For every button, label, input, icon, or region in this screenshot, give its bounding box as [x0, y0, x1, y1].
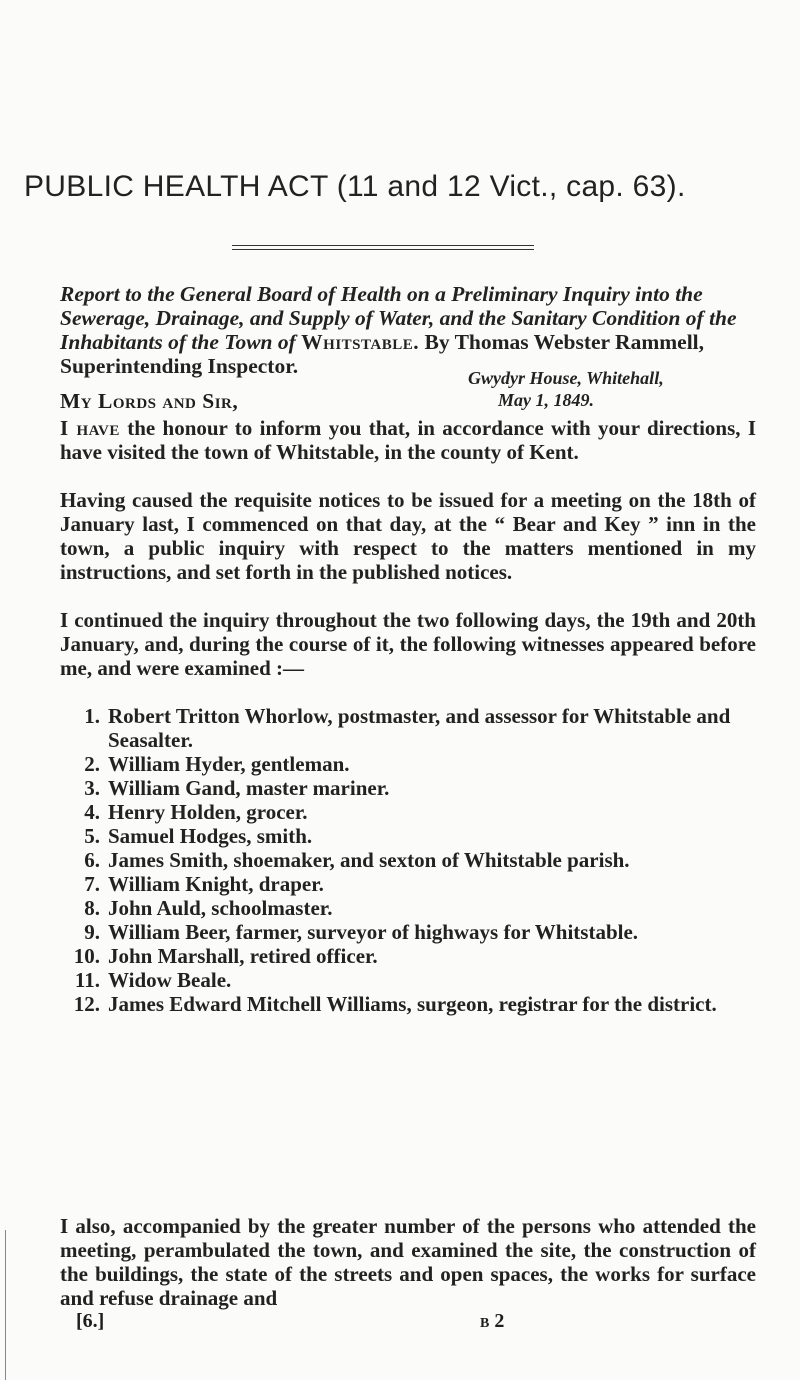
list-item: 1. Robert Tritton Whorlow, postmaster, and assessor for Whitstable and Seasalter.: [84, 704, 731, 752]
paragraph-1-text: the honour to inform you that, in accordance with your directions, I have visited the town of Whitstable, in the county of Kent.: [60, 416, 756, 464]
list-item: 3. William Gand, master mariner.: [84, 776, 390, 800]
report-title: Report to the General Board of Health on a Preliminary Inquiry into the Sewerage, Drainage, and Supply of Water, and the Sanitary Condition of the Inhabitants of the Town of: [60, 282, 737, 354]
report-author: By Thomas Webster Rammell, Superintending Inspector.: [60, 330, 705, 378]
list-item: 10. John Marshall, retired officer.: [73, 944, 378, 968]
list-item: 2. William Hyder, gentleman.: [84, 752, 350, 776]
list-item: 8. John Auld, schoolmaster.: [84, 896, 333, 920]
letter-dateline: [468, 367, 768, 411]
paragraph-2-text: Having caused the requisite notices to be issued for a meeting on the 18th of January last, I commenced on that day, at the “ Bear and Key ” inn in the town, a public inquiry with respect to the matters mentioned in my instructions, and set forth in the published notices.: [60, 488, 756, 584]
paragraph-3-text: I continued the inquiry throughout the two following days, the 19th and 20th January, and, during the course of it, the following witnesses appeared before me, and were examined :—: [60, 608, 756, 680]
letter-date: May 1, 1849.: [498, 390, 594, 410]
paragraph-4-text: I also, accompanied by the greater number of the persons who attended the meeting, perambulated the town, and examined the site, the construction of the buildings, the state of the streets and open spaces, the works for surface and refuse drainage and: [60, 1214, 756, 1310]
signature-mark: [6.]: [76, 1310, 105, 1332]
margin-rule: [5, 1230, 6, 1380]
report-heading: [60, 282, 756, 378]
paragraph-3: [60, 608, 756, 680]
page-title: PUBLIC HEALTH ACT (11 and 12 Vict., cap. 63).: [24, 170, 686, 203]
list-item: 9. William Beer, farmer, surveyor of highways for Whitstable.: [84, 920, 639, 944]
letter-place: Gwydyr House, Whitehall,: [468, 368, 664, 388]
title-divider-top: [232, 245, 534, 246]
paragraph-1-lead: I have: [60, 416, 120, 440]
list-item: 11. Widow Beale.: [74, 968, 232, 992]
list-item: 6. James Smith, shoemaker, and sexton of Whitstable parish.: [84, 848, 630, 872]
witness-list: [60, 704, 756, 1016]
letter-salutation: My Lords and Sir,: [60, 389, 239, 413]
paragraph-2: [60, 488, 756, 584]
paragraph-4: [60, 1214, 756, 1310]
report-town: Whitstable.: [301, 330, 420, 354]
list-item: 7. William Knight, draper.: [84, 872, 324, 896]
list-item: 4. Henry Holden, grocer.: [84, 800, 308, 824]
list-item: 12. James Edward Mitchell Williams, surgeon, registrar for the district.: [73, 992, 717, 1016]
list-item: 5. Samuel Hodges, smith.: [84, 824, 313, 848]
page-signature: b 2: [480, 1310, 505, 1332]
title-divider-bottom: [232, 249, 534, 250]
paragraph-1: [60, 416, 756, 464]
